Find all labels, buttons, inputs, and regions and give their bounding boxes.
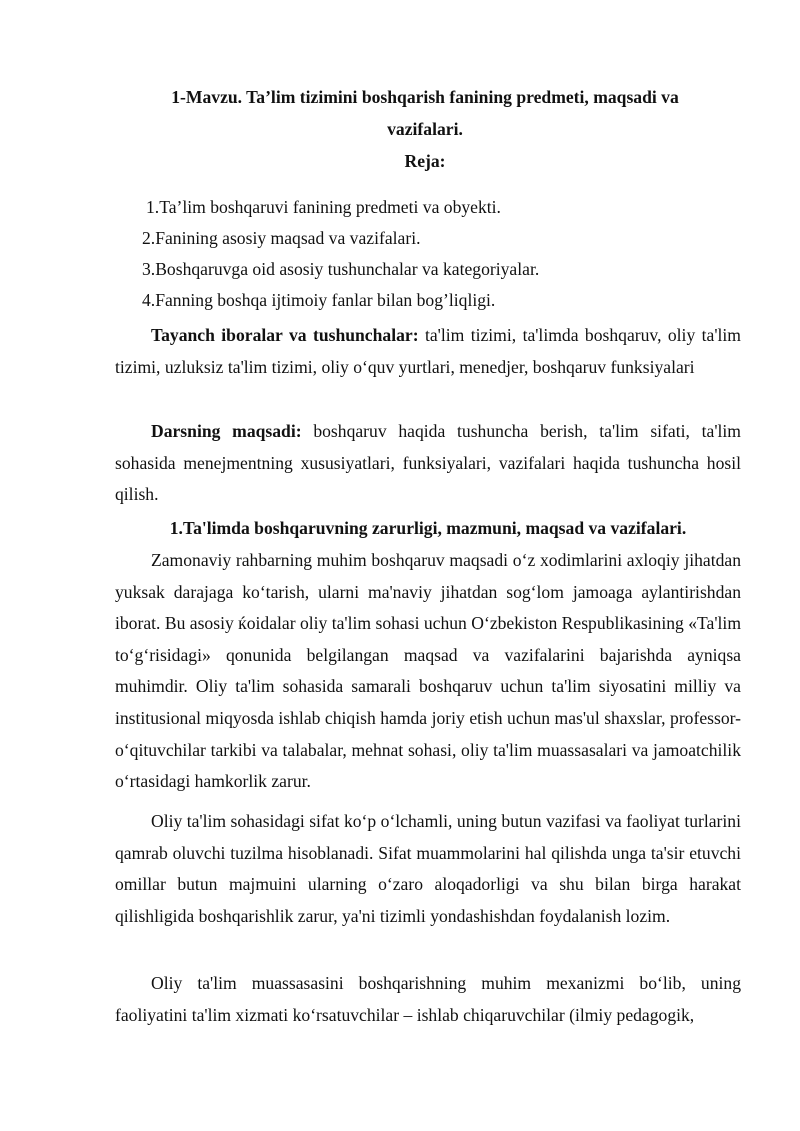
- lesson-goal-paragraph: [115, 416, 741, 511]
- body-paragraph: Oliy ta'lim muassasasini boshqarishning muhim mexanizmi bo‘lib, uning faoliyatini ta'lim xizmati ko‘rsatuvchilar – ishlab chiqaruvchilar (ilmiy pedagogik,: [115, 973, 741, 1025]
- key-terms-paragraph: [115, 320, 741, 383]
- plan-list: [0, 192, 800, 316]
- body-paragraph: Oliy ta'lim sohasidagi sifat ko‘p o‘lchamli, uning butun vazifasi va faoliyat turlarini qamrab oluvchi tuzilma hisoblanadi. Sifat muammolarini hal qilishda unga ta'sir etuvchi omillar butun majmuini ularning o‘zaro aloqadorligi va shu bilan birga harakat qilishligida boshqarishlik zarur, ya'ni tizimli yondashishdan foydalanish lozim.: [115, 811, 741, 926]
- lesson-goal-text: boshqaruv haqida tushuncha berish, ta'lim sifati, ta'lim sohasida menejmentning xususiyatlari, funksiyalari, vazifalari haqida tushuncha hosil qilish.: [115, 421, 741, 505]
- plan-item: 4.Fanning boshqa ijtimoiy fanlar bilan bog’liqligi.: [142, 290, 496, 310]
- title-line-2: vazifalari.: [387, 119, 463, 139]
- plan-heading: Reja:: [404, 151, 446, 171]
- section-heading: 1.Ta'limda boshqaruvning zarurligi, mazmuni, maqsad va vazifalari.: [169, 518, 687, 538]
- title-line-1: 1-Mavzu. Ta’lim tizimini boshqarish fanining predmeti, maqsadi va: [171, 87, 679, 107]
- key-terms-label: Tayanch iboralar va tushunchalar:: [151, 325, 419, 345]
- body-paragraph: Zamonaviy rahbarning muhim boshqaruv maqsadi o‘z xodimlarini axloqiy jihatdan yuksak darajaga ko‘tarish, ularni ma'naviy jihatdan sog‘lom jamoaga aylantirishdan iborat. Bu asosiy ќoidalar oliy ta'lim sohasi uchun O‘zbekiston Respublikasining «Ta'lim to‘g‘risidagi» qonunida belgilangan maqsad va vazifalarini bajarishda ayniqsa muhimdir. Oliy ta'lim sohasida samarali boshqaruv uchun ta'lim siyosatini milliy va institusional miqyosda ishlab chiqish hamda joriy etish uchun mas'ul shaxslar, professor-o‘qituvchilar tarkibi va talabalar, mehnat sohasi, oliy ta'lim muassasalari va jamoatchilik o‘rtasidagi hamkorlik zarur.: [115, 550, 741, 792]
- plan-item: 3.Boshqaruvga oid asosiy tushunchalar va kategoriyalar.: [142, 259, 540, 279]
- lesson-goal-label: Darsning maqsadi:: [151, 421, 302, 441]
- document-title: [110, 81, 740, 177]
- plan-item: 1.Ta’lim boshqaruvi fanining predmeti va obyekti.: [146, 197, 501, 217]
- key-terms-text: ta'lim tizimi, ta'limda boshqaruv, oliy ta'lim tizimi, uzluksiz ta'lim tizimi, oliy o‘quv yurtlari, menedjer, boshqaruv funksiyalari: [115, 325, 741, 377]
- plan-item: 2.Fanining asosiy maqsad va vazifalari.: [142, 228, 421, 248]
